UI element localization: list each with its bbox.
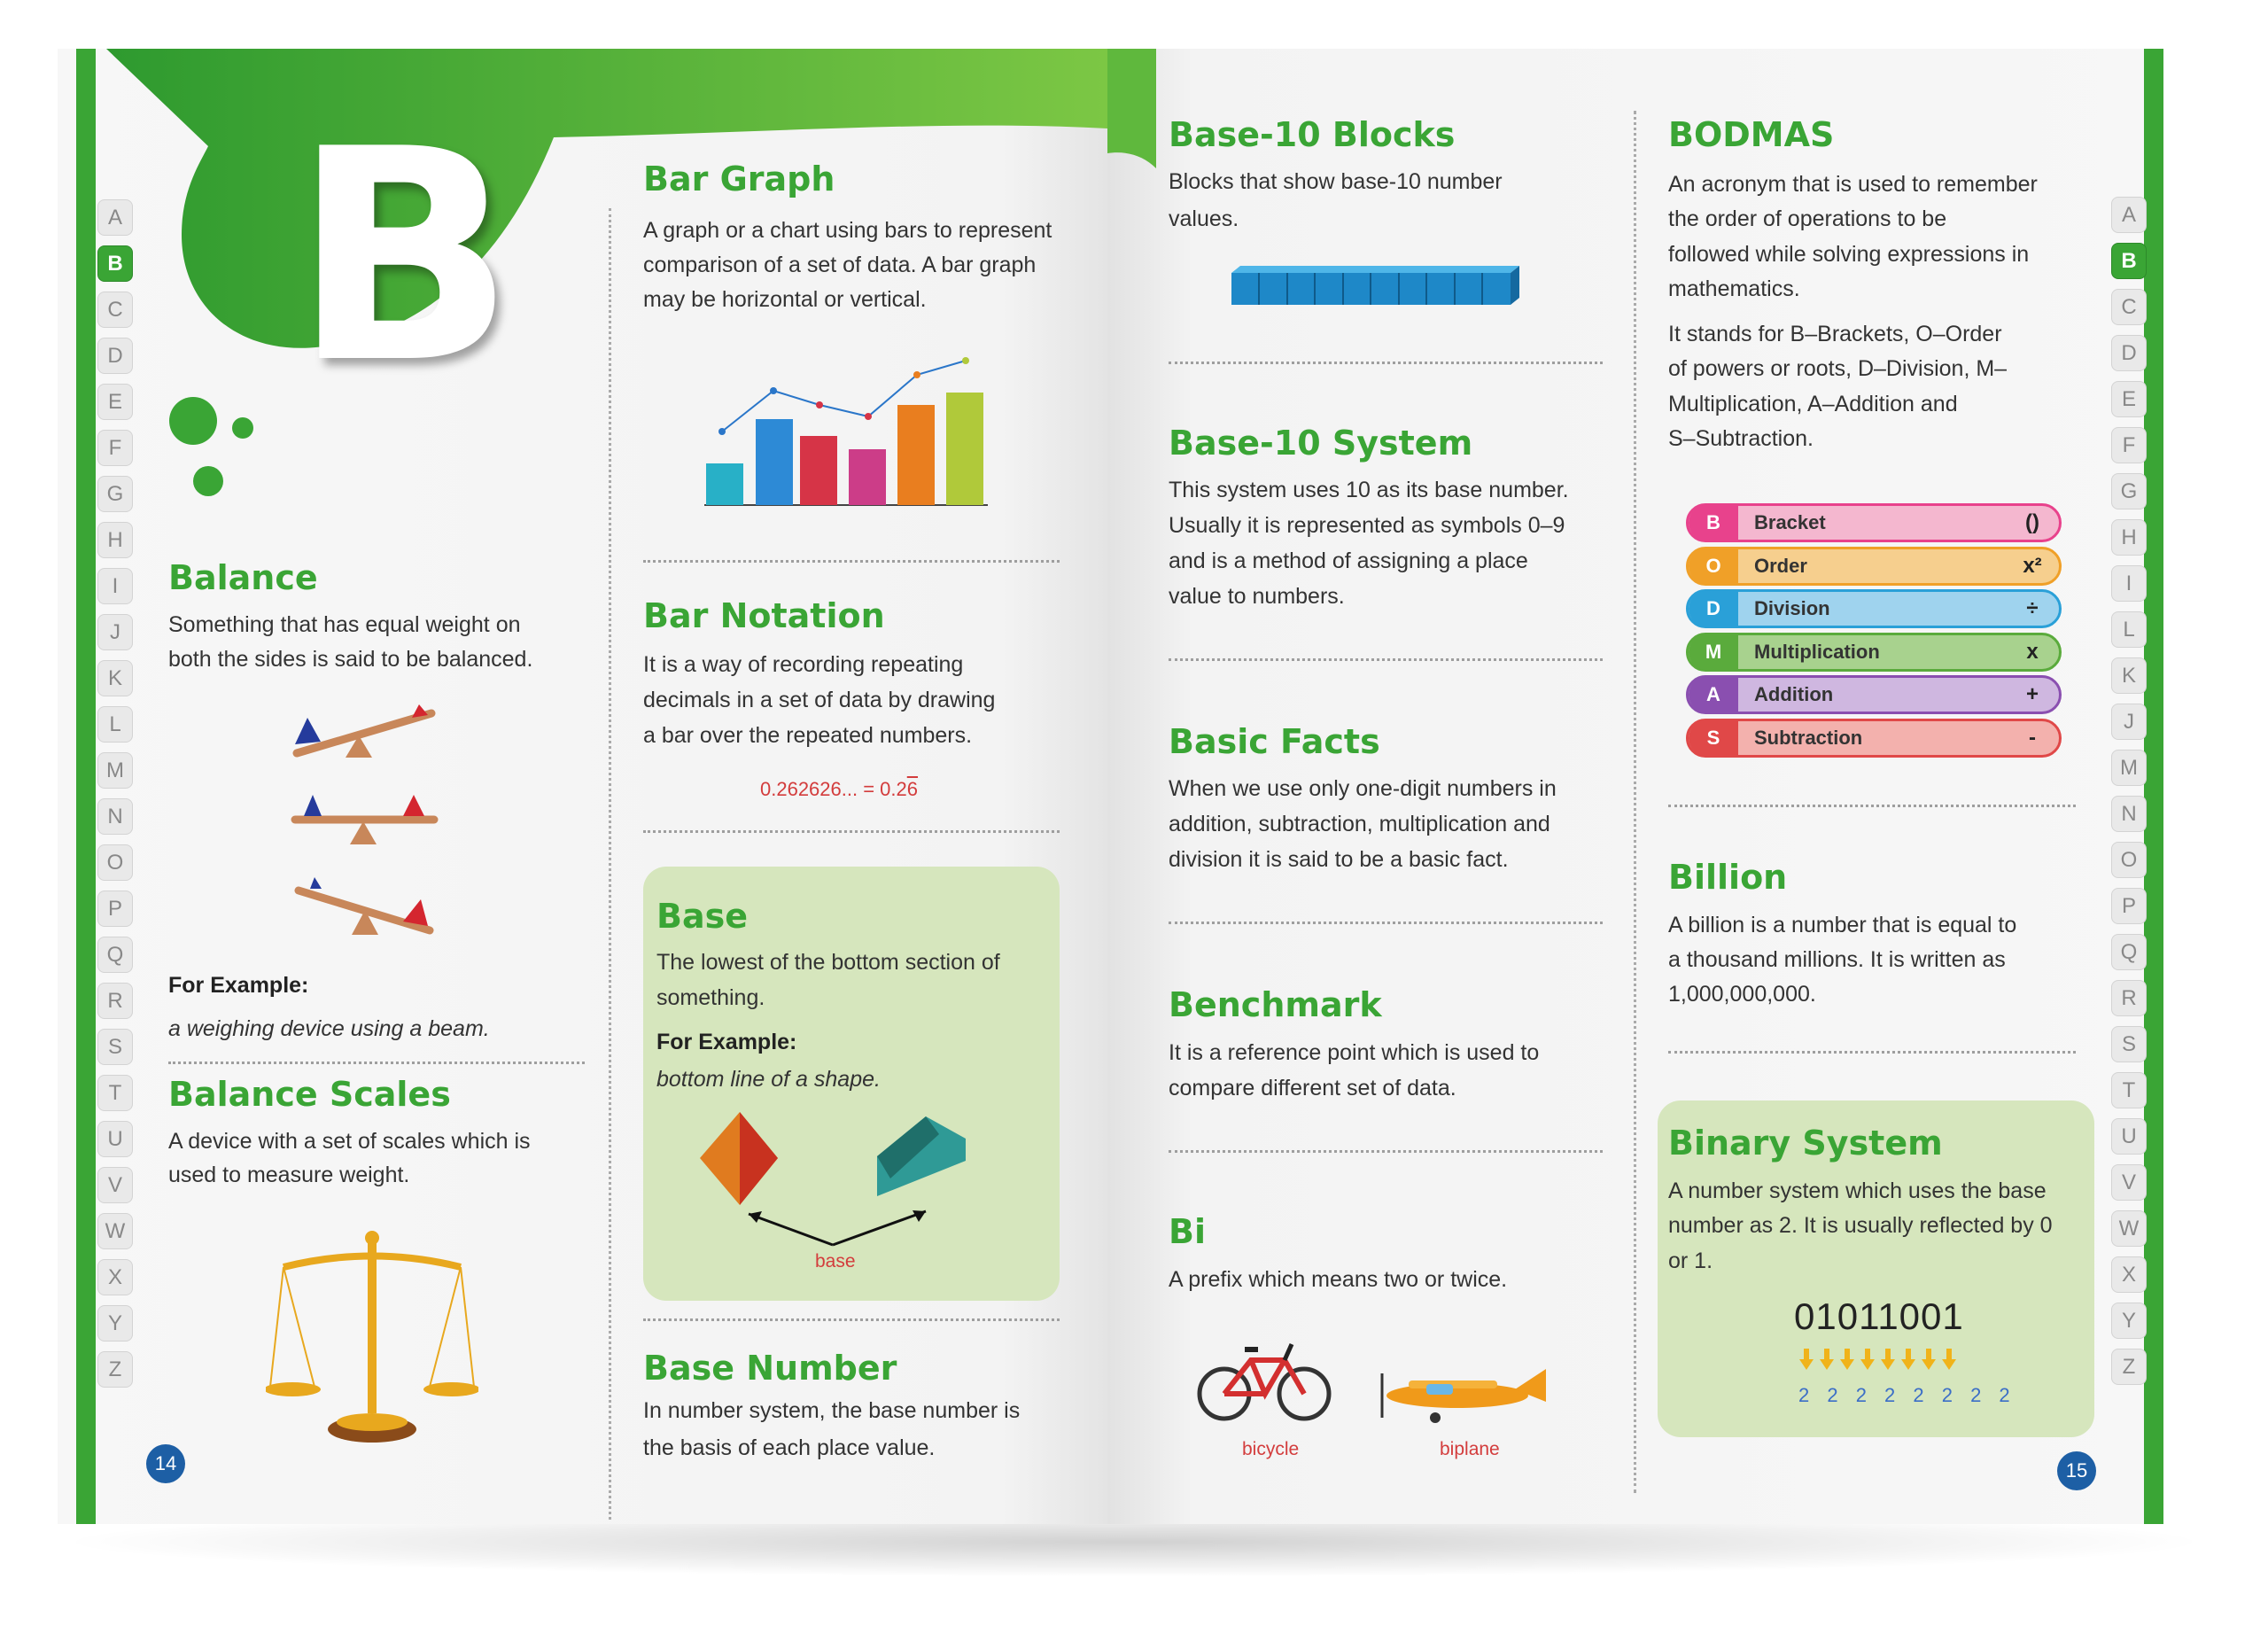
binary-number: 01011001 (1794, 1295, 1964, 1337)
bodmas-letter: M (1689, 634, 1738, 670)
biplane-caption: biplane (1440, 1439, 1500, 1459)
term-basic-facts: Basic Facts (1169, 722, 1380, 761)
term-base-number: Base Number (643, 1349, 897, 1388)
def-bar-graph-2: comparison of a set of data. A bar graph (643, 253, 1037, 277)
bodmas-word: Multiplication (1754, 641, 1880, 663)
tab-left-y[interactable]: Y (97, 1305, 133, 1342)
bodmas-word: Subtraction (1754, 727, 1863, 749)
base-example-text: bottom line of a shape. (656, 1067, 881, 1092)
tab-left-e[interactable]: E (97, 384, 133, 420)
balance-scale-icon (266, 1227, 478, 1449)
right-edge-stripe (2144, 49, 2163, 1524)
tab-right-l[interactable]: L (2111, 611, 2147, 648)
def-binary-3: or 1. (1668, 1248, 1713, 1273)
term-bi: Bi (1169, 1212, 1206, 1251)
bar-notation-example (760, 778, 918, 801)
def-base-number-1: In number system, the base number is (643, 1398, 1021, 1423)
tab-left-b[interactable]: B (97, 245, 133, 282)
def-bodmas-5: It stands for B–Brackets, O–Order (1668, 322, 2002, 346)
def-bodmas-2: the order of operations to be (1668, 206, 1947, 231)
bodmas-symbol: + (2025, 682, 2039, 706)
tab-right-q[interactable]: Q (2111, 934, 2147, 970)
def-bodmas-6: of powers or roots, D–Division, M– (1668, 356, 2008, 381)
tab-left-h[interactable]: H (97, 522, 133, 558)
def-base10-blocks-2: values. (1169, 206, 1239, 231)
bicycle-caption: bicycle (1242, 1439, 1300, 1459)
def-balance-2: both the sides is said to be balanced. (168, 647, 533, 672)
tab-right-a[interactable]: A (2111, 197, 2147, 233)
page-number-left: 14 (146, 1444, 185, 1483)
def-bodmas-3: followed while solving expressions in (1668, 242, 2030, 267)
tab-left-r[interactable]: R (97, 983, 133, 1019)
def-basic-facts-3: division it is said to be a basic fact. (1169, 847, 1509, 872)
tab-right-j[interactable]: J (2111, 704, 2147, 740)
divider (1169, 362, 1603, 364)
bodmas-symbol: () (2025, 510, 2039, 534)
tab-left-l[interactable]: L (97, 706, 133, 743)
bodmas-symbol: x² (2023, 554, 2042, 578)
bodmas-row-addition (1686, 675, 2062, 714)
tab-left-d[interactable]: D (97, 338, 133, 374)
def-bar-notation-2: decimals in a set of data by drawing (643, 688, 996, 712)
tab-right-f[interactable]: F (2111, 427, 2147, 463)
term-base: Base (656, 897, 748, 936)
tab-right-w[interactable]: W (2111, 1210, 2147, 1247)
tab-right-y[interactable]: Y (2111, 1303, 2147, 1339)
tab-left-g[interactable]: G (97, 476, 133, 512)
def-base10-system-3: and is a method of assigning a place (1169, 548, 1528, 573)
balance-example-label: For Example: (168, 973, 309, 998)
tab-right-i[interactable]: I (2111, 565, 2147, 602)
def-bar-graph-1: A graph or a chart using bars to represent (643, 218, 1052, 243)
bodmas-row-bracket (1686, 503, 2062, 542)
def-bodmas-4: mathematics. (1668, 276, 1800, 301)
term-billion: Billion (1668, 858, 1788, 897)
tab-left-q[interactable]: Q (97, 937, 133, 973)
tab-right-p[interactable]: P (2111, 888, 2147, 924)
tab-left-f[interactable]: F (97, 430, 133, 466)
def-billion-1: A billion is a number that is equal to (1668, 913, 2017, 937)
divider (1169, 1150, 1603, 1153)
bodmas-row-multiplication (1686, 633, 2062, 672)
tab-left-v[interactable]: V (97, 1167, 133, 1203)
bodmas-letter: O (1689, 548, 1738, 584)
divider (643, 560, 1060, 563)
bicycle-icon (1196, 1334, 1338, 1431)
tab-left-z[interactable]: Z (97, 1351, 133, 1388)
base-shapes-illustration (700, 1112, 983, 1254)
tab-right-t[interactable]: T (2111, 1072, 2147, 1108)
column-divider (609, 208, 611, 1520)
tab-right-o[interactable]: O (2111, 842, 2147, 878)
def-base10-system-2: Usually it is represented as symbols 0–9 (1169, 513, 1565, 538)
bodmas-word: Addition (1754, 683, 1834, 705)
bodmas-word: Division (1754, 597, 1830, 619)
def-bi-1: A prefix which means two or twice. (1169, 1267, 1508, 1292)
term-bar-notation: Bar Notation (643, 596, 885, 635)
bodmas-word: Bracket (1754, 511, 1826, 533)
bodmas-letter: A (1689, 677, 1738, 712)
def-basic-facts-2: addition, subtraction, multiplication and (1169, 812, 1550, 836)
tab-right-u[interactable]: U (2111, 1118, 2147, 1155)
def-balance-1: Something that has equal weight on (168, 612, 521, 637)
def-billion-3: 1,000,000,000. (1668, 982, 1816, 1007)
column-divider-right (1634, 111, 1636, 1493)
def-binary-2: number as 2. It is usually reflected by 0 (1668, 1213, 2053, 1238)
bodmas-letter: S (1689, 720, 1738, 756)
bar-notation-example-prefix: 0.262626... = 0.2 (760, 778, 907, 800)
tab-right-e[interactable]: E (2111, 381, 2147, 417)
divider (643, 830, 1060, 833)
divider (168, 1062, 585, 1064)
term-balance-scales: Balance Scales (168, 1075, 451, 1114)
tab-right-v[interactable]: V (2111, 1164, 2147, 1201)
tab-left-w[interactable]: W (97, 1213, 133, 1249)
divider (1668, 1051, 2076, 1054)
bar-notation-example-bar: 6 (906, 778, 919, 800)
def-bodmas-8: S–Subtraction. (1668, 426, 1814, 451)
divider (1169, 658, 1603, 661)
tab-right-r[interactable]: R (2111, 980, 2147, 1016)
def-bar-graph-3: may be horizontal or vertical. (643, 287, 927, 312)
term-base10-blocks: Base-10 Blocks (1169, 115, 1456, 154)
base-caption: base (815, 1251, 856, 1272)
term-bar-graph: Bar Graph (643, 159, 835, 198)
tab-left-m[interactable]: M (97, 752, 133, 789)
def-base-number-2: the basis of each place value. (643, 1435, 936, 1460)
def-basic-facts-1: When we use only one-digit numbers in (1169, 776, 1557, 801)
term-binary-system: Binary System (1668, 1124, 1943, 1163)
page-number-right: 15 (2057, 1451, 2096, 1490)
tab-right-c[interactable]: C (2111, 289, 2147, 325)
divider (1169, 922, 1603, 924)
tab-right-z[interactable]: Z (2111, 1349, 2147, 1385)
bodmas-symbol: - (2029, 726, 2036, 750)
tab-left-c[interactable]: C (97, 292, 133, 328)
def-base10-system-4: value to numbers. (1169, 584, 1345, 609)
def-binary-1: A number system which uses the base (1668, 1178, 2047, 1203)
bodmas-letter: B (1689, 505, 1738, 541)
base-example-label: For Example: (656, 1030, 797, 1054)
def-bar-notation-3: a bar over the repeated numbers. (643, 723, 973, 748)
tab-right-m[interactable]: M (2111, 750, 2147, 786)
bodmas-letter: D (1689, 591, 1738, 626)
tab-left-j[interactable]: J (97, 614, 133, 650)
term-bodmas: BODMAS (1668, 115, 1835, 154)
tab-right-b[interactable]: B (2111, 243, 2147, 279)
def-base-1: The lowest of the bottom section of (656, 950, 1000, 975)
balance-example-text: a weighing device using a beam. (168, 1016, 490, 1041)
tab-left-o[interactable]: O (97, 844, 133, 881)
tab-right-s[interactable]: S (2111, 1026, 2147, 1062)
tab-right-k[interactable]: K (2111, 657, 2147, 694)
alphabet-tabs-right (2111, 197, 2147, 1385)
tab-right-d[interactable]: D (2111, 335, 2147, 371)
def-base-2: something. (656, 985, 765, 1010)
left-edge-stripe (76, 49, 96, 1524)
tab-right-n[interactable]: N (2111, 796, 2147, 832)
bodmas-word: Order (1754, 555, 1807, 577)
tab-left-x[interactable]: X (97, 1259, 133, 1295)
bodmas-row-order (1686, 547, 2062, 586)
bodmas-symbol: x (2026, 640, 2039, 664)
binary-arrows (1797, 1347, 1956, 1372)
header-letter: B (292, 87, 516, 427)
tab-left-u[interactable]: U (97, 1121, 133, 1157)
term-base10-system: Base-10 System (1169, 424, 1473, 463)
term-balance: Balance (168, 558, 318, 597)
bodmas-symbol: ÷ (2026, 596, 2039, 620)
divider (1668, 805, 2076, 807)
def-balance-scales-2: used to measure weight. (168, 1163, 410, 1187)
bodmas-row-subtraction (1686, 719, 2062, 758)
tab-left-k[interactable]: K (97, 660, 133, 696)
tab-left-p[interactable]: P (97, 890, 133, 927)
def-bodmas-7: Multiplication, A–Addition and (1668, 392, 1958, 416)
tab-left-i[interactable]: I (97, 568, 133, 604)
tab-right-g[interactable]: G (2111, 473, 2147, 509)
tab-left-t[interactable]: T (97, 1075, 133, 1111)
def-base10-system-1: This system uses 10 as its base number. (1169, 478, 1569, 502)
alphabet-tabs-left (97, 199, 133, 1388)
tab-right-x[interactable]: X (2111, 1256, 2147, 1293)
tab-left-a[interactable]: A (97, 199, 133, 236)
term-benchmark: Benchmark (1169, 985, 1382, 1024)
bar-graph-illustration (695, 350, 997, 518)
header-green-corner (1107, 49, 1161, 173)
binary-powers: 2 2 2 2 2 2 2 2 (1798, 1384, 2016, 1406)
tab-left-n[interactable]: N (97, 798, 133, 835)
def-benchmark-1: It is a reference point which is used to (1169, 1040, 1540, 1065)
def-bar-notation-1: It is a way of recording repeating (643, 652, 964, 677)
biplane-icon (1373, 1356, 1550, 1427)
def-bodmas-1: An acronym that is used to remember (1668, 172, 2038, 197)
divider (643, 1318, 1060, 1321)
def-benchmark-2: compare different set of data. (1169, 1076, 1456, 1100)
tab-right-h[interactable]: H (2111, 519, 2147, 556)
seesaw-illustrations (288, 696, 447, 944)
def-base10-blocks-1: Blocks that show base-10 number (1169, 169, 1503, 194)
bodmas-row-division (1686, 589, 2062, 628)
def-balance-scales-1: A device with a set of scales which is (168, 1129, 531, 1154)
tab-left-s[interactable]: S (97, 1029, 133, 1065)
base10-blocks-illustration (1231, 266, 1524, 310)
def-billion-2: a thousand millions. It is written as (1668, 947, 2006, 972)
